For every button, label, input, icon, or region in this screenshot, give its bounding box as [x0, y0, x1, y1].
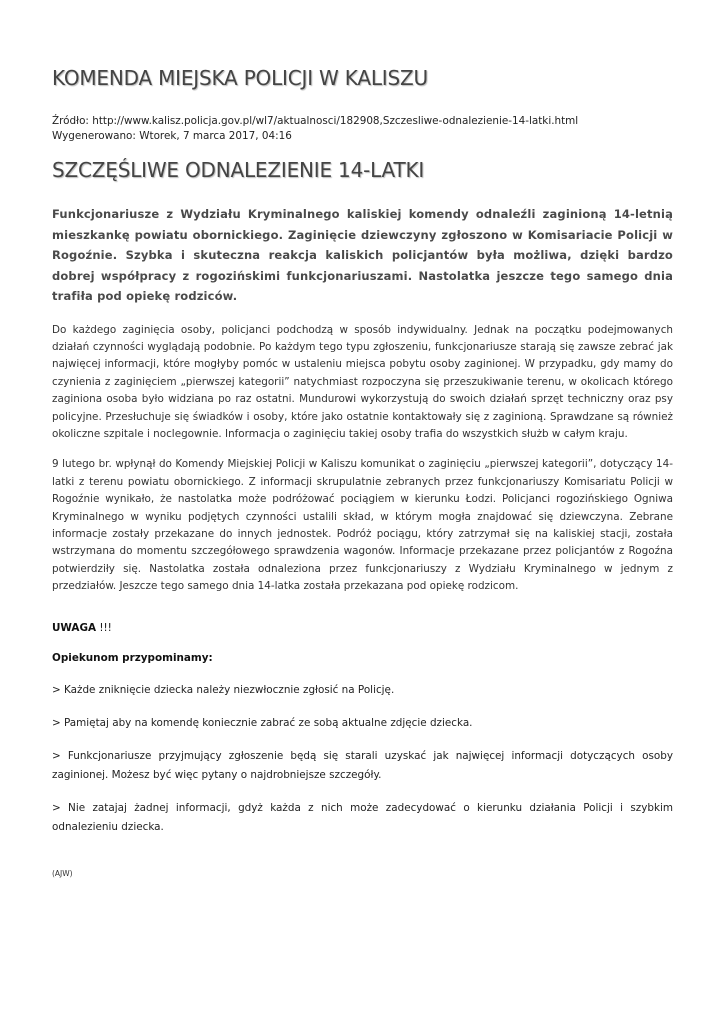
notice-block [52, 620, 673, 837]
org-title: KOMENDA MIEJSKA POLICJI W KALISZU [52, 66, 428, 90]
meta-block [52, 114, 673, 144]
warning-line [52, 620, 673, 637]
article-title: SZCZĘŚLIWE ODNALEZIENIE 14-LATKI [52, 158, 425, 182]
tip-1: > Każde zniknięcie dziecka należy niezwłocznie zgłosić na Policję. [52, 683, 395, 696]
article-paragraph-1: Do każdego zaginięcia osoby, policjanci podchodzą w sposób indywidualny. Jednak na początku podejmowanych działań czynności wyglądają podobnie. Po każdym tego typu zgłoszeniu, funkcjonariusze starają się zawsze zebrać jak najwięcej informacji, które mogłyby pomóc w ustaleniu miejsca pobytu osoby zaginionej. W przypadku, gdy mamy do czynienia z zaginięciem „pierwszej kategorii” natychmiast rozpoczyna się przeszukiwanie terenu, w okolicach którego zaginiona osoba było widziana po raz ostatni. Mundurowi wykorzystują do swoich działań sprzęt techniczny oraz psy policyjne. Przesłuchuje się świadków i osoby, które jako ostatnie kontaktowały się z zaginioną. Sprawdzane są również okoliczne szpitale i noclegownie. Informacja o zaginięciu takiej osoby trafia do wszystkich służb w całym kraju. [52, 323, 673, 440]
article-paragraph-2: 9 lutego br. wpłynął do Komendy Miejskiej Policji w Kaliszu komunikat o zaginięciu „pierwszej kategorii”, dotyczący 14-latki z terenu powiatu obornickiego. Z informacji skrupulatnie zebranych przez funkcjonariuszy Komisariatu Policji w Rogoźnie wynikało, że nastolatka może podróżować pociągiem w kierunku Łodzi. Policjanci rogozińskiego Ogniwa Kryminalnego w wyniku podjętych czynności ustalili skład, w którym mogła znajdować się dziewczyna. Zebrane informacje zostały przekazane do innych jednostek. Podróż pociągu, który zatrzymał się na kaliskiej stacji, została wstrzymana do momentu szczegółowego sprawdzenia wagonów. Informacje przekazane przez policjantów z Rogoźna potwierdziły się. Nastolatka została odnaleziona przez funkcjonariuszy z Wydziału Kryminalnego w jednym z przedziałów. Jeszcze tego samego dnia 14-latka została przekazana pod opiekę rodzicom. [52, 458, 673, 593]
warning-marks: !!! [96, 621, 112, 634]
warning-label: UWAGA [52, 621, 97, 634]
author-signature: (AJW) [52, 869, 73, 878]
tip-4: > Nie zatajaj żadnej informacji, gdyż każda z nich może zadecydować o kierunku działania Policji i szybkim odnalezieniu dziecka. [52, 801, 673, 833]
document-page [52, 64, 673, 878]
tip-3: > Funkcjonariusze przyjmujący zgłoszenie będą się starali uzyskać jak najwięcej informacji dotyczących osoby zaginionej. Możesz być więc pytany o najdrobniejsze szczegóły. [52, 749, 673, 781]
article-lead: Funkcjonariusze z Wydziału Kryminalnego kaliskiej komendy odnaleźli zaginioną 14-letnią mieszkankę powiatu obornickiego. Zaginięcie dziewczyny zgłoszono w Komisariacie Policji w Rogoźnie. Szybka i skuteczna reakcja kaliskich policjantów była możliwa, dzięki bardzo dobrej współpracy z rogozińskimi funkcjonariuszami. Nastolatka jeszcze tego samego dnia trafiła pod opiekę rodziców. [52, 207, 673, 303]
tip-2: > Pamiętaj aby na komendę koniecznie zabrać ze sobą aktualne zdjęcie dziecka. [52, 716, 473, 729]
source-line: Źródło: http://www.kalisz.policja.gov.pl/wl7/aktualnosci/182908,Szczesliwe-odnalezienie-14-latki.html [52, 115, 579, 127]
notice-heading: Opiekunom przypominamy: [52, 651, 213, 664]
generated-line: Wygenerowano: Wtorek, 7 marca 2017, 04:16 [52, 130, 292, 142]
